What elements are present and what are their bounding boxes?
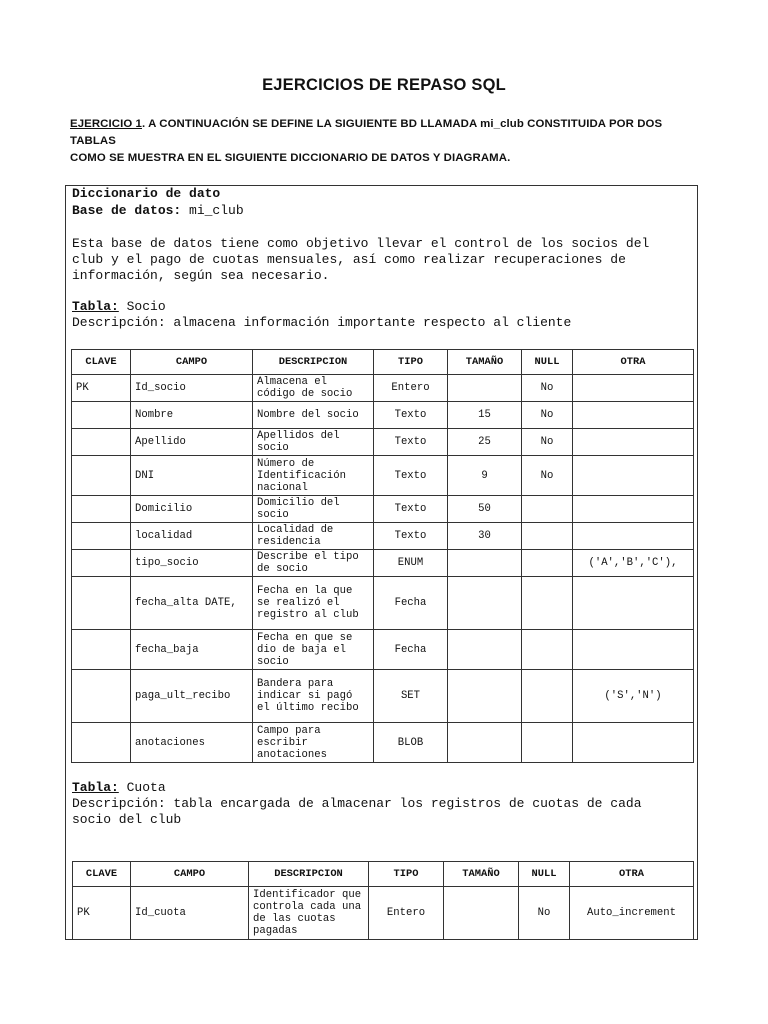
db-description-3: información, según sea necesario. <box>72 268 330 283</box>
table-cell-campo: tipo_socio <box>131 550 253 577</box>
socio-table-description: Descripción: almacena información importante respecto al cliente <box>72 315 572 330</box>
column-header-null: NULL <box>522 350 573 375</box>
table-row <box>73 887 694 940</box>
column-header-tamano: TAMAÑO <box>444 862 519 887</box>
table-cell-tamano: 15 <box>448 402 522 429</box>
cuota-tabla-name: Cuota <box>118 780 166 795</box>
column-header-otra: OTRA <box>570 862 694 887</box>
table-cell-otra <box>573 523 694 550</box>
column-header-otra: OTRA <box>573 350 694 375</box>
table-header-row <box>73 862 694 887</box>
table-row <box>72 523 694 550</box>
table-cell-descripcion: Nombre del socio <box>253 402 374 429</box>
cuota-tabla-label: Tabla: <box>72 780 119 795</box>
table-cell-tamano <box>448 670 522 723</box>
table-cell-clave <box>72 630 131 670</box>
cuota-table-title <box>72 780 166 796</box>
table-cell-campo: fecha_alta DATE, <box>131 577 253 630</box>
exercise-label: EJERCICIO 1 <box>70 118 142 130</box>
table-cell-tamano: 25 <box>448 429 522 456</box>
table-cell-campo: Id_cuota <box>131 887 249 940</box>
table-cell-campo: Nombre <box>131 402 253 429</box>
table-cell-descripcion: Número de Identificación nacional <box>253 456 374 496</box>
page-title: EJERCICIOS DE REPASO SQL <box>262 76 506 94</box>
column-header-clave: CLAVE <box>73 862 131 887</box>
column-header-tamano: TAMAÑO <box>448 350 522 375</box>
db-description-2: club y el pago de cuotas mensuales, así como realizar recuperaciones de <box>72 252 626 267</box>
table-cell-tipo: Texto <box>374 429 448 456</box>
table-cell-clave <box>72 723 131 763</box>
table-cell-tamano <box>448 723 522 763</box>
table-cell-tamano <box>448 375 522 402</box>
table-cell-tamano <box>448 577 522 630</box>
database-line <box>72 203 244 219</box>
table-cell-tamano: 9 <box>448 456 522 496</box>
table-cell-campo: paga_ult_recibo <box>131 670 253 723</box>
table-cell-tipo: Fecha <box>374 630 448 670</box>
table-cell-otra <box>573 723 694 763</box>
table-header-row <box>72 350 694 375</box>
table-cell-descripcion: Identificador que controla cada una de las cuotas pagadas <box>249 887 369 940</box>
table-cell-descripcion: Fecha en que se dio de baja el socio <box>253 630 374 670</box>
table-cell-campo: fecha_baja <box>131 630 253 670</box>
column-header-tipo: TIPO <box>374 350 448 375</box>
table-cell-campo: DNI <box>131 456 253 496</box>
table-cell-otra <box>573 456 694 496</box>
table-cell-tamano: 50 <box>448 496 522 523</box>
table-cell-clave <box>72 577 131 630</box>
table-cell-otra: ('A','B','C'), <box>573 550 694 577</box>
table-cell-descripcion: Fecha en la que se realizó el registro al club <box>253 577 374 630</box>
table-cell-tipo: Fecha <box>374 577 448 630</box>
table-cell-tamano: 30 <box>448 523 522 550</box>
table-cell-clave: PK <box>72 375 131 402</box>
cuota-description-1: Descripción: tabla encargada de almacenar los registros de cuotas de cada <box>72 796 642 811</box>
table-cell-tipo: Texto <box>374 523 448 550</box>
table-cell-null <box>522 550 573 577</box>
table-cell-clave <box>72 670 131 723</box>
table-cell-clave <box>72 550 131 577</box>
column-header-campo: CAMPO <box>131 350 253 375</box>
data-dictionary-box <box>65 185 698 940</box>
table-row <box>72 375 694 402</box>
dictionary-heading: Diccionario de dato <box>72 186 221 201</box>
socio-table <box>71 349 694 763</box>
table-cell-otra <box>573 496 694 523</box>
table-cell-clave <box>72 496 131 523</box>
column-header-descripcion: DESCRIPCION <box>249 862 369 887</box>
table-cell-clave <box>72 402 131 429</box>
table-cell-clave <box>72 456 131 496</box>
socio-table-title <box>72 299 166 315</box>
table-cell-descripcion: Campo para escribir anotaciones <box>253 723 374 763</box>
intro-line-1 <box>70 116 710 150</box>
table-cell-tamano <box>448 550 522 577</box>
table-cell-null: No <box>522 375 573 402</box>
table-cell-descripcion: Domicilio del socio <box>253 496 374 523</box>
table-cell-clave: PK <box>73 887 131 940</box>
table-cell-campo: localidad <box>131 523 253 550</box>
table-cell-descripcion: Almacena el código de socio <box>253 375 374 402</box>
table-cell-campo: Apellido <box>131 429 253 456</box>
table-cell-null <box>522 630 573 670</box>
table-row <box>72 429 694 456</box>
table-cell-otra <box>573 402 694 429</box>
table-cell-null <box>522 523 573 550</box>
table-cell-null: No <box>519 887 570 940</box>
table-cell-tipo: Entero <box>374 375 448 402</box>
table-cell-null <box>522 496 573 523</box>
table-cell-otra <box>573 429 694 456</box>
table-row <box>72 577 694 630</box>
column-header-null: NULL <box>519 862 570 887</box>
table-cell-descripcion: Apellidos del socio <box>253 429 374 456</box>
table-cell-tipo: ENUM <box>374 550 448 577</box>
table-cell-clave <box>72 429 131 456</box>
column-header-descripcion: DESCRIPCION <box>253 350 374 375</box>
table-cell-tipo: Texto <box>374 456 448 496</box>
table-cell-null: No <box>522 402 573 429</box>
table-cell-null <box>522 577 573 630</box>
table-cell-tipo: BLOB <box>374 723 448 763</box>
table-cell-otra: Auto_increment <box>570 887 694 940</box>
column-header-clave: CLAVE <box>72 350 131 375</box>
table-row <box>72 496 694 523</box>
exercise-intro <box>70 116 710 167</box>
table-row <box>72 456 694 496</box>
column-header-tipo: TIPO <box>369 862 444 887</box>
table-cell-descripcion: Describe el tipo de socio <box>253 550 374 577</box>
table-cell-clave <box>72 523 131 550</box>
table-row <box>72 402 694 429</box>
table-cell-tipo: Texto <box>374 496 448 523</box>
table-row <box>72 550 694 577</box>
table-cell-tamano <box>448 630 522 670</box>
intro-text: . A CONTINUACIÓN SE DEFINE LA SIGUIENTE BD LLAMADA mi_club CONSTITUIDA POR DOS TABLAS <box>70 118 663 147</box>
database-name: mi_club <box>181 203 244 218</box>
table-cell-descripcion: Bandera para indicar si pagó el último recibo <box>253 670 374 723</box>
db-description-1: Esta base de datos tiene como objetivo llevar el control de los socios del <box>72 236 650 251</box>
table-cell-descripcion: Localidad de residencia <box>253 523 374 550</box>
table-cell-otra <box>573 577 694 630</box>
socio-tabla-name: Socio <box>118 299 166 314</box>
database-label: Base de datos: <box>72 203 182 218</box>
table-cell-tamano <box>444 887 519 940</box>
intro-line-2: COMO SE MUESTRA EN EL SIGUIENTE DICCIONARIO DE DATOS Y DIAGRAMA. <box>70 152 511 164</box>
table-cell-null: No <box>522 456 573 496</box>
table-cell-campo: Id_socio <box>131 375 253 402</box>
socio-tabla-label: Tabla: <box>72 299 119 314</box>
table-cell-tipo: SET <box>374 670 448 723</box>
table-cell-null: No <box>522 429 573 456</box>
table-cell-tipo: Texto <box>374 402 448 429</box>
cuota-description-2: socio del club <box>72 812 182 827</box>
cuota-table <box>72 861 694 940</box>
table-cell-campo: anotaciones <box>131 723 253 763</box>
table-cell-tipo: Entero <box>369 887 444 940</box>
table-row <box>72 630 694 670</box>
table-cell-otra: ('S','N') <box>573 670 694 723</box>
table-cell-otra <box>573 375 694 402</box>
table-row <box>72 723 694 763</box>
table-cell-otra <box>573 630 694 670</box>
column-header-campo: CAMPO <box>131 862 249 887</box>
table-row <box>72 670 694 723</box>
table-cell-null <box>522 670 573 723</box>
table-cell-campo: Domicilio <box>131 496 253 523</box>
table-cell-null <box>522 723 573 763</box>
